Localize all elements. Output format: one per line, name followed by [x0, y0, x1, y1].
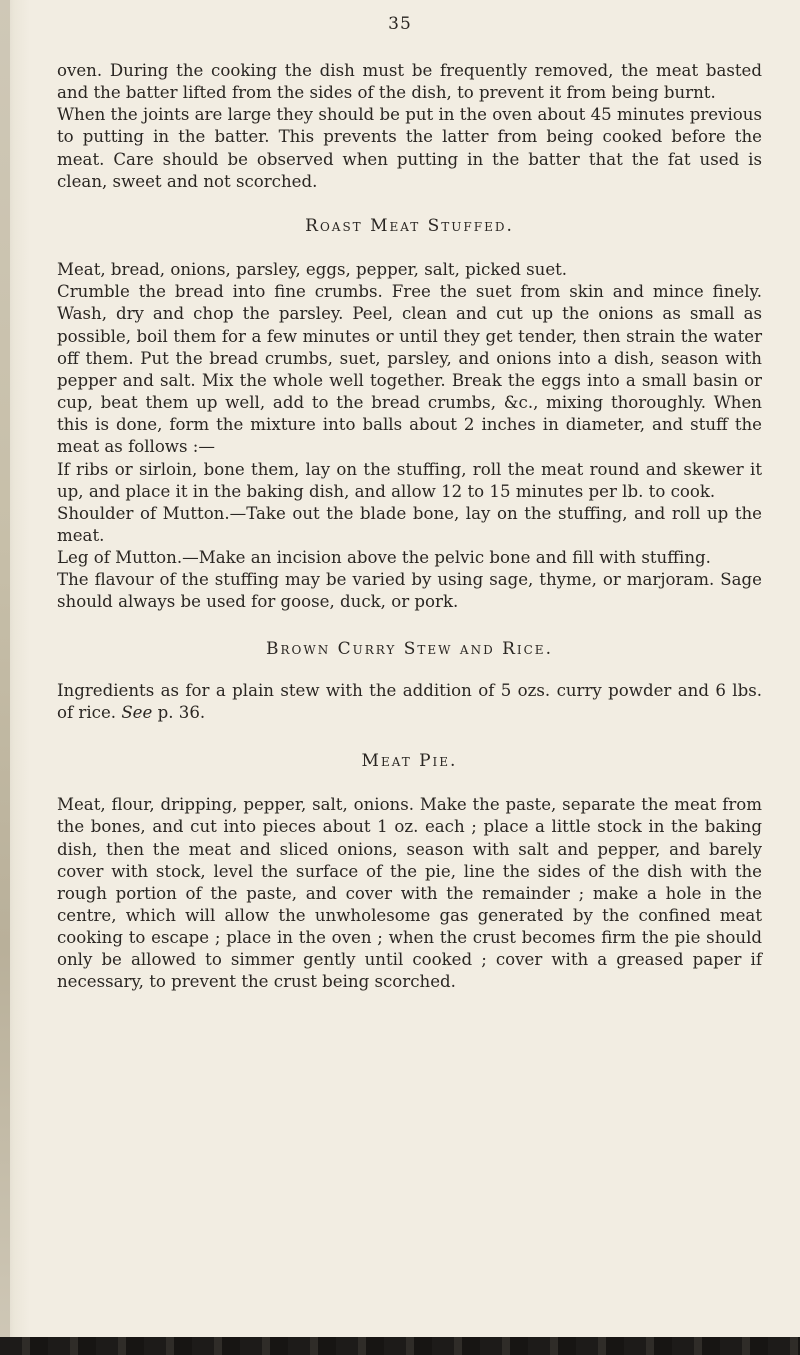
roast-method: Crumble the bread into fine crumbs. Free the suet from skin and mince finely. Wash, dry and chop the parsley. Peel, clean and cut up the onions as small as possible, boil them for a few minutes or until they get tender, then strain the water off them. Put the bread crumbs, suet, parsley, and onions into a dish, season with pepper and salt. Mix the whole well together. Break the eggs into a small basin or cup, beat them up well, add to the bread crumbs, &c., mixing thoroughly. When this is done, form the mixture into balls about 2 inches in diameter, and stuff the meat as follows :—: [57, 282, 762, 457]
roast-shoulder: Shoulder of Mutton.—Take out the blade bone, lay on the stuffing, and roll up the meat.: [57, 503, 762, 545]
intro-paragraph-1: oven. During the cooking the dish must be frequently removed, the meat basted and the batter lifted from the sides of the dish, to prevent it from being burnt.: [57, 61, 762, 103]
roast-leg: Leg of Mutton.—Make an incision above the pelvic bone and fill with stuffing.: [57, 548, 711, 568]
bottom-edge-strip: [0, 1337, 800, 1355]
heading-brown-curry-stew: Brown Curry Stew and Rice.: [266, 638, 553, 659]
curry-text: [57, 680, 762, 724]
curry-page-ref: p. 36.: [152, 702, 206, 722]
intro-paragraph-2: When the joints are large they should be put in the oven about 45 minutes previous to putting in the batter. This prevents the latter from being cooked before the meat. Care should be observed when putting in the batter that the fat used is clean, sweet and not scorched.: [57, 105, 762, 191]
curry-text-main: Ingredients as for a plain stew with the addition of 5 ozs. curry powder and 6 lbs. of rice.: [57, 680, 762, 722]
curry-see: See: [121, 702, 153, 722]
heading-meat-pie: Meat Pie.: [361, 751, 458, 772]
roast-flavour: The flavour of the stuffing may be varied by using sage, thyme, or marjoram. Sage should always be used for goose, duck, or pork.: [57, 570, 762, 612]
page-spine-shadow: [0, 0, 10, 1355]
page-content: [57, 60, 762, 994]
page-number: 35: [388, 14, 412, 34]
roast-ingredients: Meat, bread, onions, parsley, eggs, pepper, salt, picked suet.: [57, 260, 568, 280]
heading-roast-meat-stuffed: Roast Meat Stuffed.: [305, 215, 514, 236]
pie-text: Meat, flour, dripping, pepper, salt, onions. Make the paste, separate the meat from the bones, and cut into pieces about 1 oz. each ; place a little stock in the baking dish, then the meat and sliced onions, season with salt and pepper, and barely cover with stock, level the surface of the pie, line the sides of the dish with the rough portion of the paste, and cover with the remainder ; make a hole in the centre, which will allow the unwholesome gas generated by the confined meat cooking to escape ; place in the oven ; when the crust becomes firm the pie should only be allowed to simmer gently until cooked ; cover with a greased paper if necessary, to prevent the crust being scorched.: [57, 795, 762, 992]
roast-ribs: If ribs or sirloin, bone them, lay on the stuffing, roll the meat round and skewer it up, and place it in the baking dish, and allow 12 to 15 minutes per lb. to cook.: [57, 459, 762, 501]
